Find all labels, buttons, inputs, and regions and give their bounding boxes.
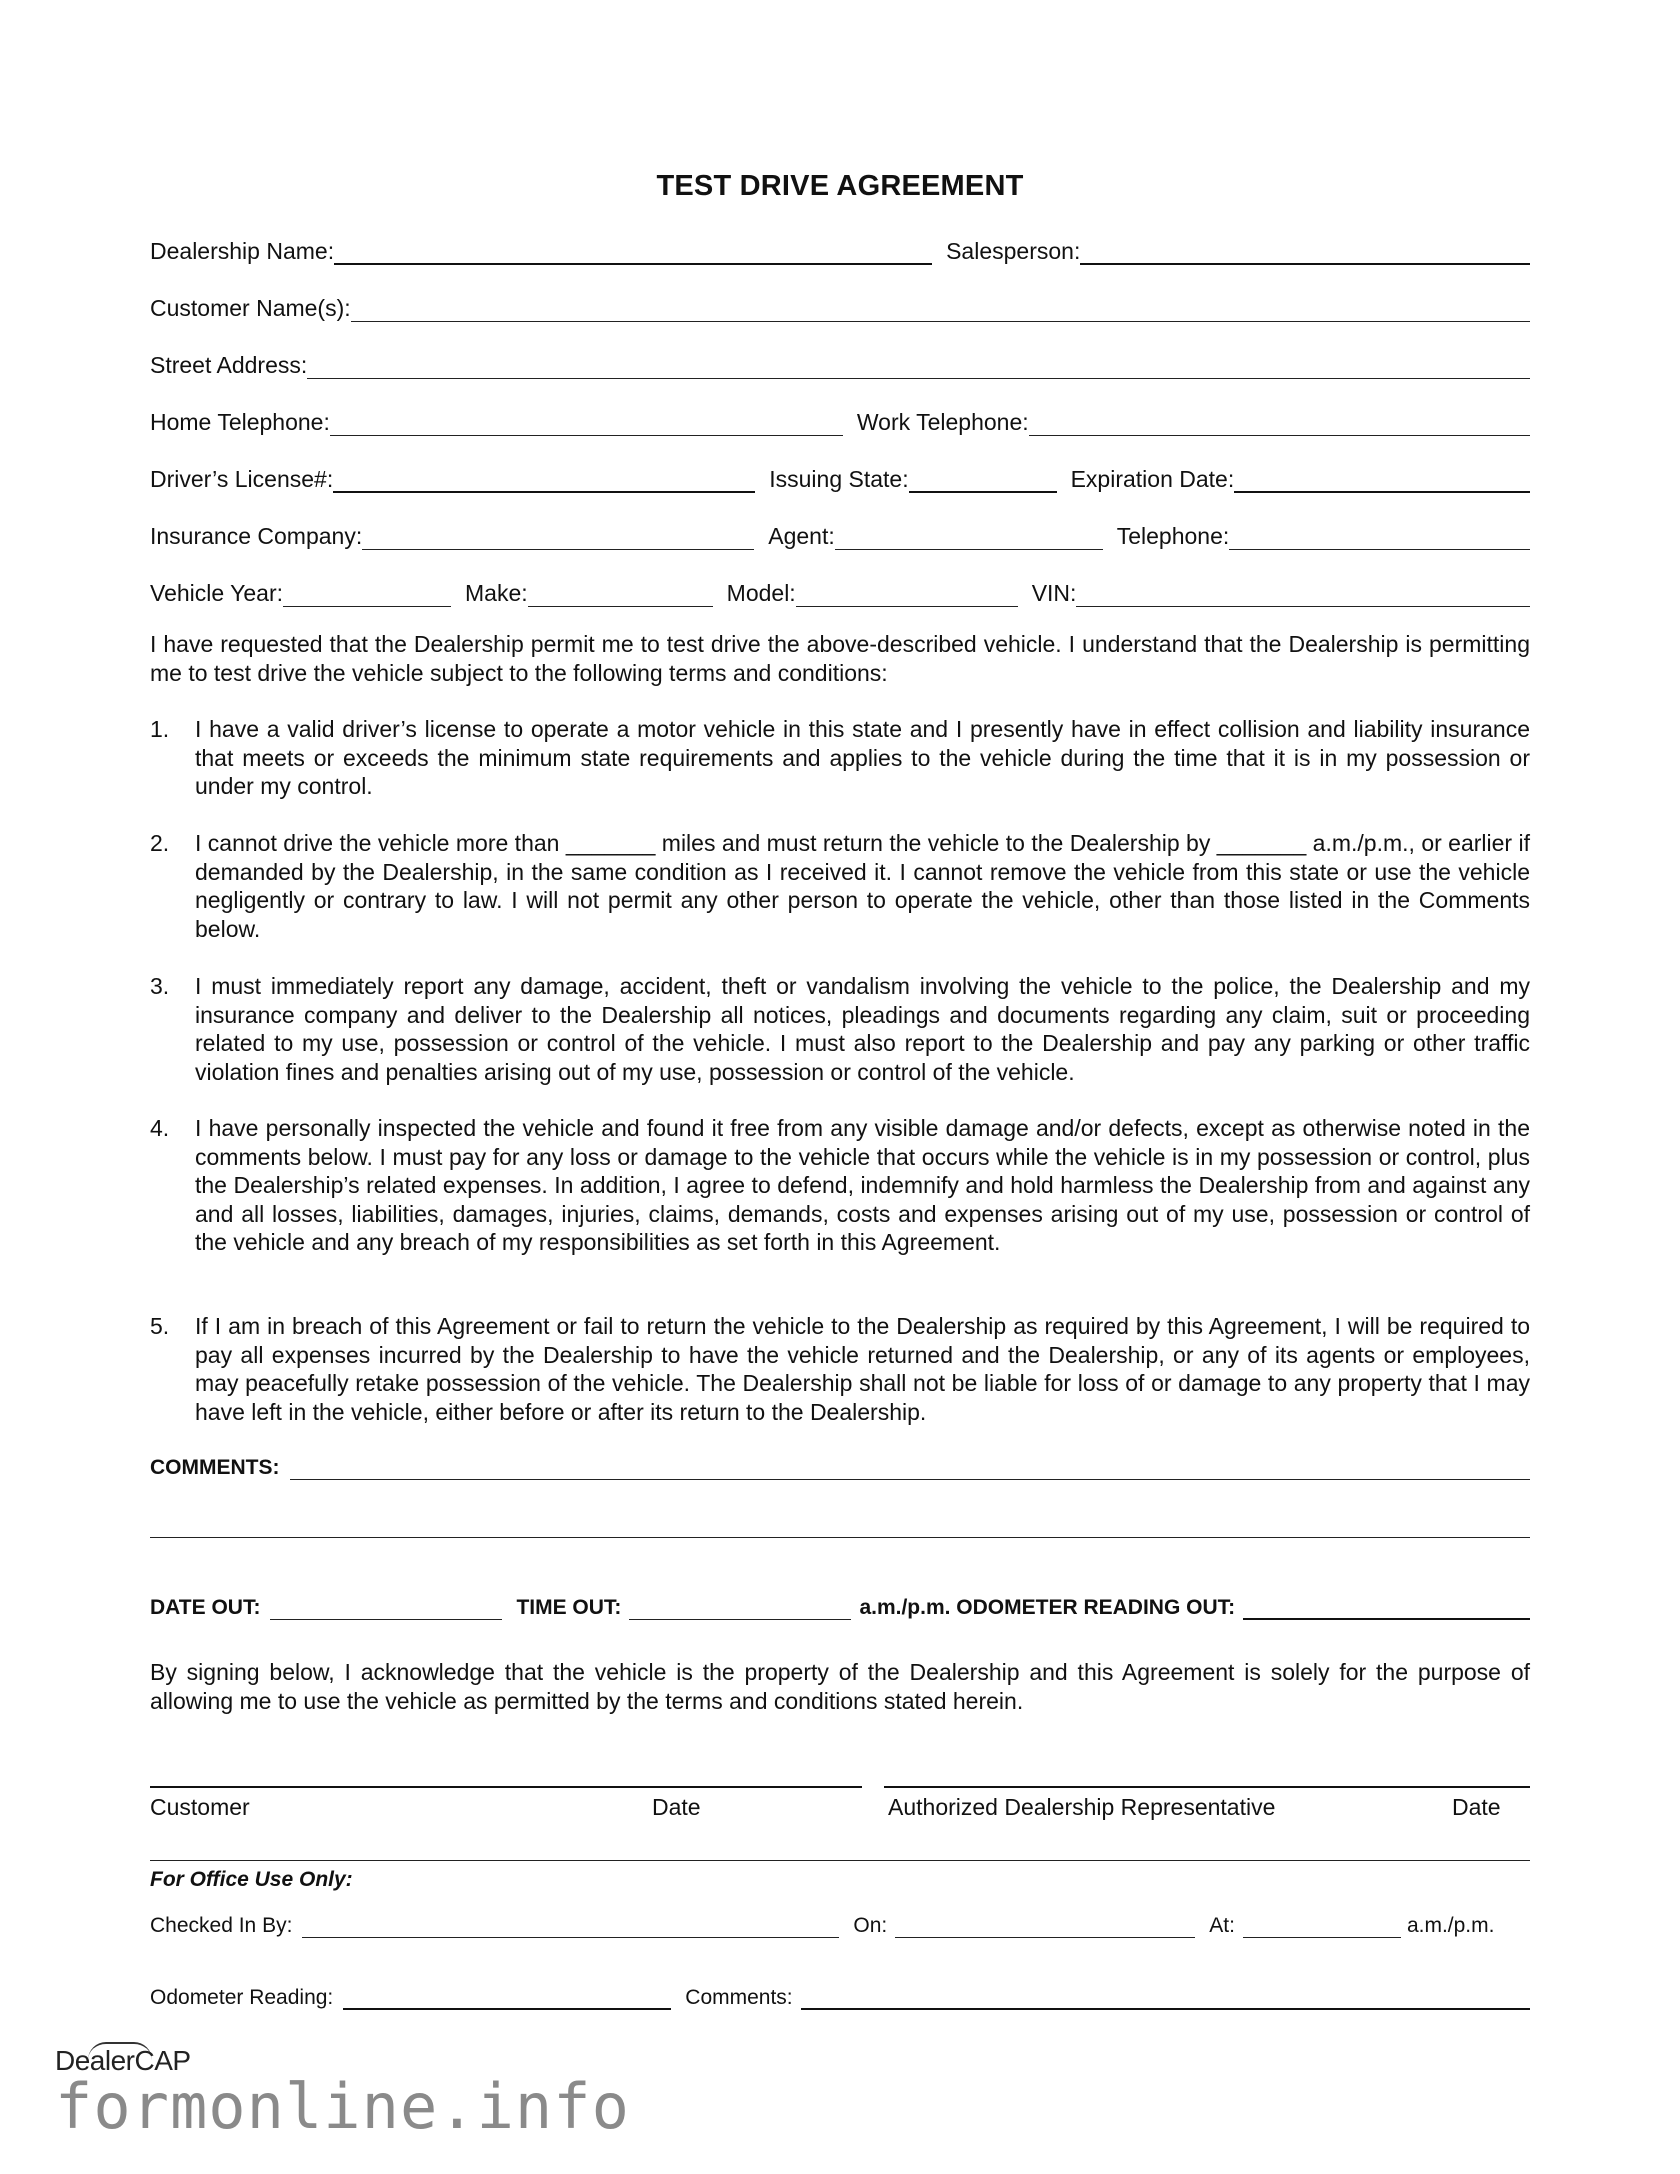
term-item [150,972,1530,1086]
row-odometer [150,1970,1530,2010]
row-vehicle [150,567,1530,607]
representative-date-label: Date [1452,1794,1501,1820]
telephone-label: Telephone: [1116,523,1230,549]
office-comments-field[interactable] [801,2007,1530,2010]
home-telephone-field[interactable] [330,434,843,436]
street-address-field[interactable] [307,377,1530,379]
expiration-date-label: Expiration Date: [1070,466,1235,492]
odometer-out-label: a.m./p.m. ODOMETER READING OUT: [859,1596,1236,1619]
comments-field-line-2[interactable] [150,1536,1530,1538]
dealership-name-field[interactable] [334,262,932,265]
row-checked-in [150,1898,1530,1938]
customer-names-label: Customer Name(s): [150,295,351,321]
comments-field[interactable] [290,1478,1531,1480]
date-out-label: DATE OUT: [150,1596,261,1619]
odometer-reading-field[interactable] [343,2007,671,2010]
row-license [150,453,1530,493]
term-text: I have personally inspected the vehicle and found it free from any visible damage and/or defects, except as otherwise noted in the comments below. I must pay for any loss or damage to the vehicle that occurs while the vehicle is in my possession or control, plus the Dealership’s related expenses. In addition, I agree to defend, indemnify and hold harmless the Dealership from and against any and all losses, liabilities, damages, injuries, claims, demands, costs and expenses arising out of my use, possession or control of the vehicle and any breach of my responsibilities as set forth in this Agreement. [195,1115,1530,1255]
dealercap-logo: DealerCAP [55,2045,191,2076]
on-label: On: [853,1914,888,1937]
row-dealership [150,225,1530,265]
vin-field[interactable] [1076,605,1530,607]
odometer-out-field[interactable] [1243,1617,1530,1620]
date-out-field[interactable] [270,1618,502,1620]
make-label: Make: [465,580,528,606]
dealership-name-label: Dealership Name: [150,238,335,264]
term-number: 3. [150,973,170,999]
work-telephone-label: Work Telephone: [856,409,1029,435]
checked-in-by-field[interactable] [302,1936,839,1938]
street-address-label: Street Address: [150,352,308,378]
comments-label: COMMENTS: [150,1456,280,1479]
intro-paragraph: I have requested that the Dealership permit me to test drive the above-described vehicle. I understand that the Dealership is permitting me to test drive the vehicle subject to the following terms and conditions: [150,631,1530,686]
customer-label: Customer [150,1794,250,1820]
vehicle-year-field[interactable] [283,605,451,607]
expiration-date-field[interactable] [1234,490,1530,493]
odometer-reading-label: Odometer Reading: [150,1986,334,2009]
term-item [150,829,1530,943]
term-item [150,1312,1530,1426]
issuing-state-label: Issuing State: [769,466,909,492]
vin-label: VIN: [1031,580,1077,606]
watermark-text: formonline.info [55,2070,630,2143]
on-field[interactable] [895,1936,1195,1938]
issuing-state-field[interactable] [909,490,1057,493]
row-address [150,339,1530,379]
term-text: I must immediately report any damage, accident, theft or vandalism involving the vehicle to the police, the Dealership and my insurance company and deliver to the Dealership all notices, pleadings and documents regarding any claim, suit or proceeding related to my use, possession or control of the vehicle. I must also report to the Dealership and pay any parking or other traffic violation fines and penalties arising out of my use, possession or control of the vehicle. [195,973,1530,1085]
agent-field[interactable] [835,548,1103,550]
term-number: 2. [150,830,170,856]
model-label: Model: [726,580,796,606]
office-use-heading: For Office Use Only: [150,1868,353,1891]
term-number: 5. [150,1313,170,1339]
at-field[interactable] [1243,1936,1401,1938]
at-label: At: [1209,1914,1235,1937]
term-number: 1. [150,716,170,742]
drivers-license-label: Driver’s License#: [150,466,334,492]
customer-date-label: Date [652,1794,701,1820]
drivers-license-field[interactable] [333,490,755,493]
insurance-telephone-field[interactable] [1229,548,1530,550]
form-title: TEST DRIVE AGREEMENT [656,170,1024,202]
term-text: I cannot drive the vehicle more than _______ miles and must return the vehicle to the Dealership by _______ a.m./p.m., or earlier if demanded by the Dealership, in the same condition as I received it. I cannot remove the vehicle from this state or use the vehicle negligently or contrary to law. I will not permit any other person to operate the vehicle, other than those listed in the Comments below. [195,830,1530,942]
time-out-label: TIME OUT: [516,1596,622,1619]
make-field[interactable] [528,605,713,607]
customer-signature-line[interactable] [150,1786,862,1788]
term-text: If I am in breach of this Agreement or fail to return the vehicle to the Dealership as required by this Agreement, I will be required to pay all expenses incurred by the Dealership to have the vehicle returned and the Dealership, or any of its agents or employees, may peacefully retake possession of the vehicle. The Dealership shall not be liable for loss of or damage to any property that I may have left in the vehicle, either before or after its return to the Dealership. [195,1313,1530,1425]
office-comments-label: Comments: [685,1986,793,2009]
office-divider [150,1860,1530,1861]
row-insurance [150,510,1530,550]
insurance-company-label: Insurance Company: [150,523,363,549]
agent-label: Agent: [768,523,835,549]
vehicle-year-label: Vehicle Year: [150,580,284,606]
row-date-out [150,1580,1530,1620]
salesperson-field[interactable] [1080,262,1530,265]
row-comments [150,1440,1530,1480]
term-item [150,1114,1530,1257]
term-item [150,715,1530,801]
representative-signature-line[interactable] [884,1786,1530,1788]
acknowledgement-paragraph: By signing below, I acknowledge that the vehicle is the property of the Dealership and this Agreement is solely for the purpose of allowing me to use the vehicle as permitted by the terms and conditions stated herein. [150,1659,1530,1714]
insurance-company-field[interactable] [362,548,754,550]
home-telephone-label: Home Telephone: [150,409,330,435]
salesperson-label: Salesperson: [946,238,1081,264]
office-ampm-label: a.m./p.m. [1406,1914,1495,1937]
time-out-field[interactable] [629,1618,851,1620]
checked-in-by-label: Checked In By: [150,1914,293,1937]
work-telephone-field[interactable] [1029,434,1530,436]
row-telephones [150,396,1530,436]
model-field[interactable] [796,605,1018,607]
term-text: I have a valid driver’s license to operate a motor vehicle in this state and I presently have in effect collision and liability insurance that meets or exceeds the minimum state requirements and applies to the vehicle during the time that it is in my possession or under my control. [195,716,1530,799]
row-customer [150,282,1530,322]
term-number: 4. [150,1115,170,1141]
representative-label: Authorized Dealership Representative [888,1794,1276,1820]
customer-names-field[interactable] [351,320,1530,322]
